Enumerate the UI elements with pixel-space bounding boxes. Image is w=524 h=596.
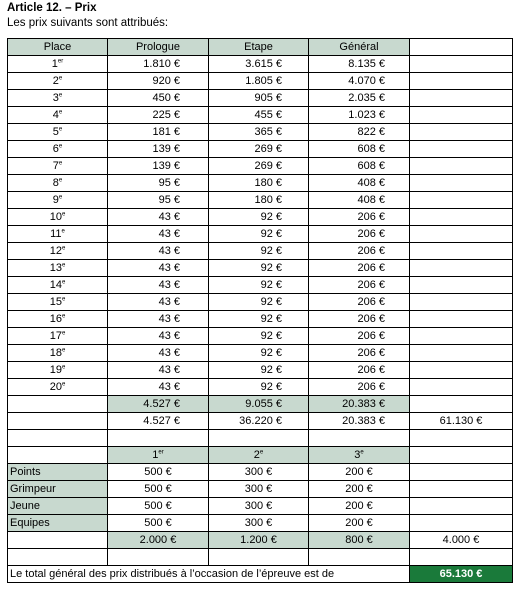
place-number: 11 <box>50 227 62 240</box>
etape-cell: 269 € <box>209 141 309 158</box>
place-suffix: e <box>61 227 65 234</box>
general-cell: 2.035 € <box>309 90 410 107</box>
prologue-cell: 43 € <box>108 226 209 243</box>
prologue-cell: 95 € <box>108 192 209 209</box>
place-suffix: e <box>58 176 63 183</box>
header-empty <box>410 39 513 56</box>
grand-total-value: 65.130 € <box>410 566 513 583</box>
article-title: Article 12. – Prix <box>7 2 97 14</box>
table-row <box>8 226 513 243</box>
total-sum: 61.130 € <box>410 413 513 430</box>
empty-cell <box>410 260 513 277</box>
place-number: 20 <box>49 380 62 393</box>
etape-cell: 92 € <box>209 226 309 243</box>
place-number: 2 <box>52 74 59 87</box>
special-third: 200 € <box>309 464 410 481</box>
place-number: 3 <box>52 91 59 104</box>
general-cell: 8.135 € <box>309 56 410 73</box>
etape-cell: 92 € <box>209 362 309 379</box>
place-suffix: e <box>61 261 66 268</box>
place-cell <box>8 277 108 294</box>
place-cell <box>8 175 108 192</box>
prologue-cell: 43 € <box>108 345 209 362</box>
special-first: 500 € <box>108 481 209 498</box>
header-prologue: Prologue <box>108 39 209 56</box>
place-suffix: e <box>58 142 63 149</box>
prologue-cell: 43 € <box>108 260 209 277</box>
special-row <box>8 464 513 481</box>
special-total-third: 800 € <box>309 532 410 549</box>
empty-cell <box>410 498 513 515</box>
empty-cell <box>410 243 513 260</box>
general-cell: 206 € <box>309 345 410 362</box>
total-row <box>8 413 513 430</box>
etape-cell: 92 € <box>209 379 309 396</box>
empty-cell <box>410 107 513 124</box>
empty-cell <box>8 413 108 430</box>
table-row <box>8 107 513 124</box>
place-cell <box>8 345 108 362</box>
place-number: 7 <box>52 159 59 172</box>
place-number: 17 <box>49 329 62 342</box>
place-suffix: e <box>259 448 264 455</box>
special-second: 300 € <box>209 498 309 515</box>
special-label: Equipes <box>8 515 108 532</box>
special-label: Points <box>8 464 108 481</box>
table-row <box>8 362 513 379</box>
general-cell: 408 € <box>309 175 410 192</box>
place-cell <box>8 379 108 396</box>
general-cell: 206 € <box>309 379 410 396</box>
etape-cell: 269 € <box>209 158 309 175</box>
special-second: 300 € <box>209 464 309 481</box>
empty-cell <box>410 192 513 209</box>
place-cell <box>8 107 108 124</box>
special-third: 200 € <box>309 498 410 515</box>
empty-cell <box>410 515 513 532</box>
table-row <box>8 260 513 277</box>
general-cell: 206 € <box>309 226 410 243</box>
place-suffix: e <box>61 380 66 387</box>
special-second: 300 € <box>209 515 309 532</box>
etape-cell: 92 € <box>209 209 309 226</box>
empty-cell <box>410 175 513 192</box>
prologue-cell: 181 € <box>108 124 209 141</box>
place-number: 10 <box>49 210 62 223</box>
empty-cell <box>8 430 108 447</box>
place-number: 18 <box>49 346 62 359</box>
spacer-row <box>8 549 513 566</box>
subtotal-prologue: 4.527 € <box>108 396 209 413</box>
empty-cell <box>410 277 513 294</box>
etape-cell: 92 € <box>209 260 309 277</box>
table-row <box>8 379 513 396</box>
place-cell <box>8 73 108 90</box>
empty-cell <box>410 362 513 379</box>
place-suffix: er <box>158 448 164 455</box>
empty-cell <box>410 158 513 175</box>
table-row <box>8 175 513 192</box>
etape-cell: 92 € <box>209 311 309 328</box>
place-number: 1 <box>152 448 159 461</box>
place-suffix: e <box>58 193 63 200</box>
place-cell <box>8 294 108 311</box>
table-row <box>8 328 513 345</box>
table-row <box>8 124 513 141</box>
special-total-first: 2.000 € <box>108 532 209 549</box>
place-suffix: e <box>360 448 364 455</box>
empty-cell <box>209 549 309 566</box>
special-label: Grimpeur <box>8 481 108 498</box>
empty-cell <box>8 447 108 464</box>
special-row <box>8 515 513 532</box>
empty-cell <box>309 549 410 566</box>
prologue-cell: 43 € <box>108 362 209 379</box>
prologue-cell: 920 € <box>108 73 209 90</box>
empty-cell <box>410 294 513 311</box>
place-number: 8 <box>52 176 59 189</box>
special-first: 500 € <box>108 515 209 532</box>
table-row <box>8 141 513 158</box>
special-row <box>8 498 513 515</box>
special-second: 300 € <box>209 481 309 498</box>
empty-cell <box>410 481 513 498</box>
etape-cell: 92 € <box>209 277 309 294</box>
empty-cell <box>410 464 513 481</box>
special-label: Jeune <box>8 498 108 515</box>
place-number: 3 <box>354 448 361 461</box>
empty-cell <box>410 226 513 243</box>
general-cell: 4.070 € <box>309 73 410 90</box>
place-number: 6 <box>52 142 59 155</box>
special-header-cell <box>309 447 410 464</box>
empty-cell <box>108 430 209 447</box>
prologue-cell: 43 € <box>108 311 209 328</box>
general-cell: 206 € <box>309 328 410 345</box>
place-suffix: e <box>61 346 66 353</box>
table-row <box>8 294 513 311</box>
empty-cell <box>410 447 513 464</box>
special-total-row <box>8 532 513 549</box>
general-cell: 822 € <box>309 124 410 141</box>
prize-table <box>7 38 513 583</box>
table-row <box>8 209 513 226</box>
empty-cell <box>410 345 513 362</box>
etape-cell: 180 € <box>209 175 309 192</box>
general-cell: 206 € <box>309 294 410 311</box>
place-cell <box>8 226 108 243</box>
empty-cell <box>410 90 513 107</box>
place-suffix: e <box>61 363 66 370</box>
prologue-cell: 1.810 € <box>108 56 209 73</box>
header-etape: Etape <box>209 39 309 56</box>
grand-total-label: Le total général des prix distribués à l’occasion de l’épreuve est de <box>8 566 410 583</box>
header-place: Place <box>8 39 108 56</box>
special-header-cell <box>108 447 209 464</box>
general-cell: 1.023 € <box>309 107 410 124</box>
special-third: 200 € <box>309 515 410 532</box>
place-number: 16 <box>49 312 62 325</box>
table-row <box>8 158 513 175</box>
special-header-cell <box>209 447 309 464</box>
table-row <box>8 90 513 107</box>
special-first: 500 € <box>108 464 209 481</box>
general-cell: 206 € <box>309 362 410 379</box>
special-total-second: 1.200 € <box>209 532 309 549</box>
empty-cell <box>8 532 108 549</box>
place-cell <box>8 243 108 260</box>
empty-cell <box>410 209 513 226</box>
place-number: 19 <box>49 363 62 376</box>
etape-cell: 365 € <box>209 124 309 141</box>
etape-cell: 905 € <box>209 90 309 107</box>
place-number: 12 <box>49 244 62 257</box>
spacer-row <box>8 430 513 447</box>
header-row <box>8 39 513 56</box>
etape-cell: 92 € <box>209 345 309 362</box>
place-cell <box>8 90 108 107</box>
place-suffix: e <box>61 244 66 251</box>
table-row <box>8 243 513 260</box>
empty-cell <box>209 430 309 447</box>
place-suffix: e <box>58 108 63 115</box>
place-suffix: e <box>58 159 63 166</box>
place-suffix: e <box>58 125 63 132</box>
place-number: 13 <box>49 261 62 274</box>
empty-cell <box>8 549 108 566</box>
place-number: 4 <box>52 108 59 121</box>
table-row <box>8 56 513 73</box>
prologue-cell: 43 € <box>108 277 209 294</box>
place-suffix: e <box>58 91 63 98</box>
empty-cell <box>410 141 513 158</box>
empty-cell <box>309 430 410 447</box>
place-cell <box>8 192 108 209</box>
etape-cell: 92 € <box>209 294 309 311</box>
place-number: 9 <box>52 193 59 206</box>
place-cell <box>8 158 108 175</box>
place-cell <box>8 124 108 141</box>
general-cell: 206 € <box>309 260 410 277</box>
prologue-cell: 139 € <box>108 141 209 158</box>
prologue-cell: 450 € <box>108 90 209 107</box>
empty-cell <box>108 549 209 566</box>
etape-cell: 92 € <box>209 243 309 260</box>
place-number: 14 <box>49 278 62 291</box>
place-cell <box>8 141 108 158</box>
prologue-cell: 43 € <box>108 294 209 311</box>
prologue-cell: 225 € <box>108 107 209 124</box>
empty-cell <box>8 396 108 413</box>
table-row <box>8 73 513 90</box>
empty-cell <box>410 396 513 413</box>
place-cell <box>8 56 108 73</box>
empty-cell <box>410 430 513 447</box>
empty-cell <box>410 379 513 396</box>
prologue-cell: 43 € <box>108 243 209 260</box>
total-prologue: 4.527 € <box>108 413 209 430</box>
general-cell: 608 € <box>309 141 410 158</box>
place-cell <box>8 311 108 328</box>
general-cell: 206 € <box>309 277 410 294</box>
special-total-sum: 4.000 € <box>410 532 513 549</box>
place-number: 5 <box>52 125 59 138</box>
place-suffix: e <box>61 210 66 217</box>
place-suffix: e <box>58 74 63 81</box>
place-cell <box>8 209 108 226</box>
general-cell: 206 € <box>309 209 410 226</box>
special-row <box>8 481 513 498</box>
empty-cell <box>410 56 513 73</box>
empty-cell <box>410 73 513 90</box>
etape-cell: 1.805 € <box>209 73 309 90</box>
empty-cell <box>410 549 513 566</box>
subtotal-row <box>8 396 513 413</box>
general-cell: 408 € <box>309 192 410 209</box>
place-suffix: er <box>57 57 64 64</box>
general-cell: 608 € <box>309 158 410 175</box>
total-general: 20.383 € <box>309 413 410 430</box>
special-header-row <box>8 447 513 464</box>
subtotal-general: 20.383 € <box>309 396 410 413</box>
place-suffix: e <box>61 329 66 336</box>
etape-cell: 455 € <box>209 107 309 124</box>
table-row <box>8 311 513 328</box>
table-row <box>8 192 513 209</box>
empty-cell <box>410 328 513 345</box>
prologue-cell: 139 € <box>108 158 209 175</box>
place-number: 1 <box>51 57 58 70</box>
intro-text: Les prix suivants sont attribués: <box>7 17 169 29</box>
grand-total-row <box>8 566 513 583</box>
etape-cell: 3.615 € <box>209 56 309 73</box>
header-general: Général <box>309 39 410 56</box>
place-suffix: e <box>61 295 66 302</box>
place-suffix: e <box>61 278 66 285</box>
table-row <box>8 277 513 294</box>
place-suffix: e <box>61 312 66 319</box>
empty-cell <box>410 124 513 141</box>
subtotal-etape: 9.055 € <box>209 396 309 413</box>
prologue-cell: 95 € <box>108 175 209 192</box>
prologue-cell: 43 € <box>108 379 209 396</box>
etape-cell: 180 € <box>209 192 309 209</box>
place-cell <box>8 362 108 379</box>
prologue-cell: 43 € <box>108 328 209 345</box>
place-number: 2 <box>253 448 260 461</box>
general-cell: 206 € <box>309 243 410 260</box>
general-cell: 206 € <box>309 311 410 328</box>
total-etape: 36.220 € <box>209 413 309 430</box>
special-third: 200 € <box>309 481 410 498</box>
table-row <box>8 345 513 362</box>
prologue-cell: 43 € <box>108 209 209 226</box>
etape-cell: 92 € <box>209 328 309 345</box>
place-cell <box>8 328 108 345</box>
special-first: 500 € <box>108 498 209 515</box>
empty-cell <box>410 311 513 328</box>
place-cell <box>8 260 108 277</box>
place-number: 15 <box>49 295 62 308</box>
